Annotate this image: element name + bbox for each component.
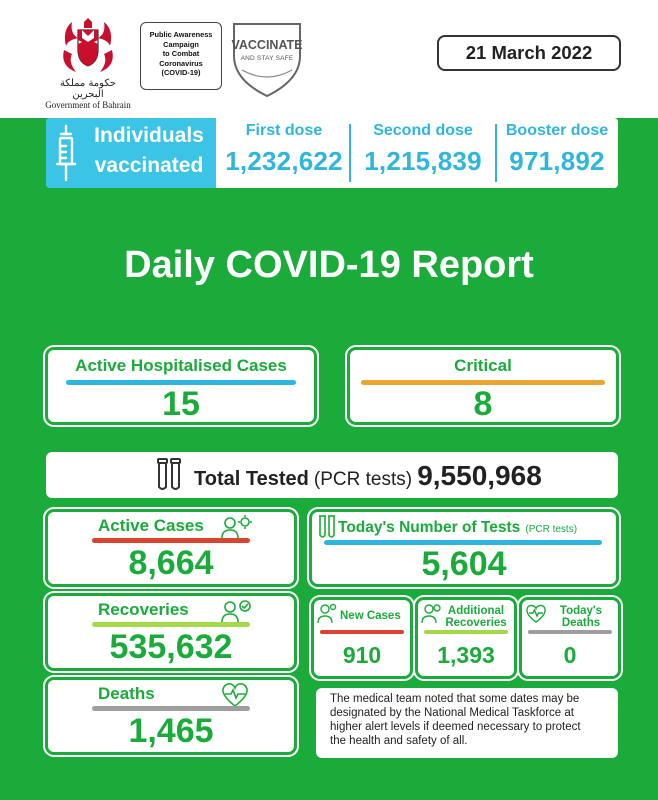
- additional-recoveries-value: 1,393: [437, 642, 495, 668]
- header: [0, 0, 658, 118]
- additional-recoveries-bar: [424, 630, 508, 634]
- second-dose-label: Second dose: [373, 122, 473, 139]
- heart-pulse-icon: [525, 604, 547, 624]
- todays-deaths-label-line2: Deaths: [561, 617, 601, 629]
- critical-card: [350, 350, 616, 422]
- heart-pulse-icon: [220, 682, 250, 708]
- report-title: Daily COVID-19 Report: [124, 244, 534, 286]
- critical-label: Critical: [454, 356, 512, 375]
- note-line: the health and safety of all.: [330, 735, 468, 747]
- vaccinate-subtitle: AND STAY SAFE: [240, 55, 294, 62]
- critical-value: 8: [473, 385, 493, 423]
- booster-dose-label: Booster dose: [505, 122, 609, 139]
- government-english-name: Government of Bahrain: [45, 100, 131, 110]
- todays-tests-card: [312, 512, 616, 584]
- vaccinated-label-line2: vaccinated: [94, 154, 204, 177]
- total-tested-sub: (PCR tests): [313, 469, 413, 490]
- campaign-line: to Combat: [162, 49, 200, 59]
- first-dose-value: 1,232,622: [225, 146, 343, 176]
- recoveries-bar: [92, 622, 250, 627]
- vaccination-bar: [46, 118, 618, 188]
- first-dose: [220, 120, 348, 180]
- second-dose: [352, 120, 494, 180]
- recoveries-card: [48, 596, 294, 668]
- test-tubes-icon: [318, 514, 336, 540]
- vaccinated-label-panel: [46, 118, 216, 188]
- first-dose-label: First dose: [245, 122, 323, 139]
- additional-recoveries-label-line2: Recoveries: [445, 617, 507, 629]
- person-recovery-icon: [220, 598, 252, 624]
- note-line: higher alert levels if deemed necessary to protect: [330, 721, 581, 733]
- new-cases-label: New Cases: [340, 610, 401, 622]
- deaths-value: 1,465: [128, 712, 214, 750]
- active-cases-value: 8,664: [128, 544, 214, 582]
- vaccinate-badge: [228, 18, 306, 98]
- campaign-line: Public Awareness: [149, 30, 213, 39]
- campaign-badge: [140, 22, 222, 90]
- total-tested-row: [194, 460, 542, 492]
- active-cases-card: [48, 512, 294, 584]
- campaign-line: Campaign: [163, 39, 199, 49]
- report-date: 21 March 2022: [437, 35, 621, 71]
- vaccinated-label-line1: Individuals: [94, 124, 204, 147]
- campaign-line: Coronavirus: [159, 58, 203, 68]
- hospitalised-value: 15: [162, 385, 200, 423]
- new-cases-bar: [320, 630, 404, 634]
- todays-deaths-label-line1: Today's: [559, 605, 603, 617]
- todays-deaths-value: 0: [563, 642, 577, 668]
- syringe-icon: [51, 124, 81, 182]
- new-cases-card: [314, 600, 410, 676]
- todays-tests-label: Today's Number of Tests: [338, 519, 521, 536]
- deaths-card: [48, 680, 294, 752]
- medical-note: [316, 688, 618, 758]
- vaccinate-title: VACCINATE: [231, 38, 303, 52]
- government-logo: [44, 16, 132, 110]
- additional-recoveries-card: [418, 600, 514, 676]
- additional-recoveries-label: [440, 605, 512, 629]
- second-dose-value: 1,215,839: [364, 146, 482, 176]
- todays-tests-value: 5,604: [421, 545, 507, 583]
- hospitalised-card: [48, 350, 314, 422]
- dose-divider: [495, 124, 497, 182]
- note-line: The medical team noted that some dates may be: [330, 693, 580, 705]
- todays-deaths-bar: [528, 630, 612, 634]
- booster-dose: [498, 120, 616, 180]
- total-tested-label: Total Tested: [194, 468, 309, 490]
- bahrain-emblem-icon: [58, 16, 118, 76]
- additional-recoveries-label-line1: Additional: [447, 605, 505, 617]
- new-cases-value: 910: [342, 642, 382, 668]
- todays-deaths-card: [522, 600, 618, 676]
- total-tested-card: [46, 452, 618, 498]
- test-tubes-icon: [156, 457, 182, 493]
- recoveries-value: 535,632: [109, 628, 233, 666]
- active-cases-bar: [92, 538, 250, 543]
- dose-divider: [349, 124, 351, 182]
- government-arabic-name: حكومة مملكة البحرين: [59, 78, 117, 100]
- deaths-label: Deaths: [98, 684, 155, 703]
- todays-tests-sub: (PCR tests): [525, 524, 578, 535]
- todays-tests-header: [338, 517, 577, 537]
- active-cases-label: Active Cases: [98, 516, 204, 535]
- todays-deaths-label: [548, 605, 614, 629]
- people-virus-icon: [220, 514, 252, 540]
- booster-dose-value: 971,892: [509, 146, 605, 176]
- note-line: designated by the National Medical Taskforce at: [330, 707, 574, 719]
- hospitalised-label: Active Hospitalised Cases: [75, 356, 287, 375]
- person-virus-icon: [317, 603, 337, 625]
- total-tested-value: 9,550,968: [417, 460, 542, 491]
- deaths-bar: [92, 706, 250, 711]
- campaign-line: (COVID-19): [161, 68, 201, 78]
- person-recovery-icon: [421, 603, 441, 625]
- recoveries-label: Recoveries: [98, 600, 189, 619]
